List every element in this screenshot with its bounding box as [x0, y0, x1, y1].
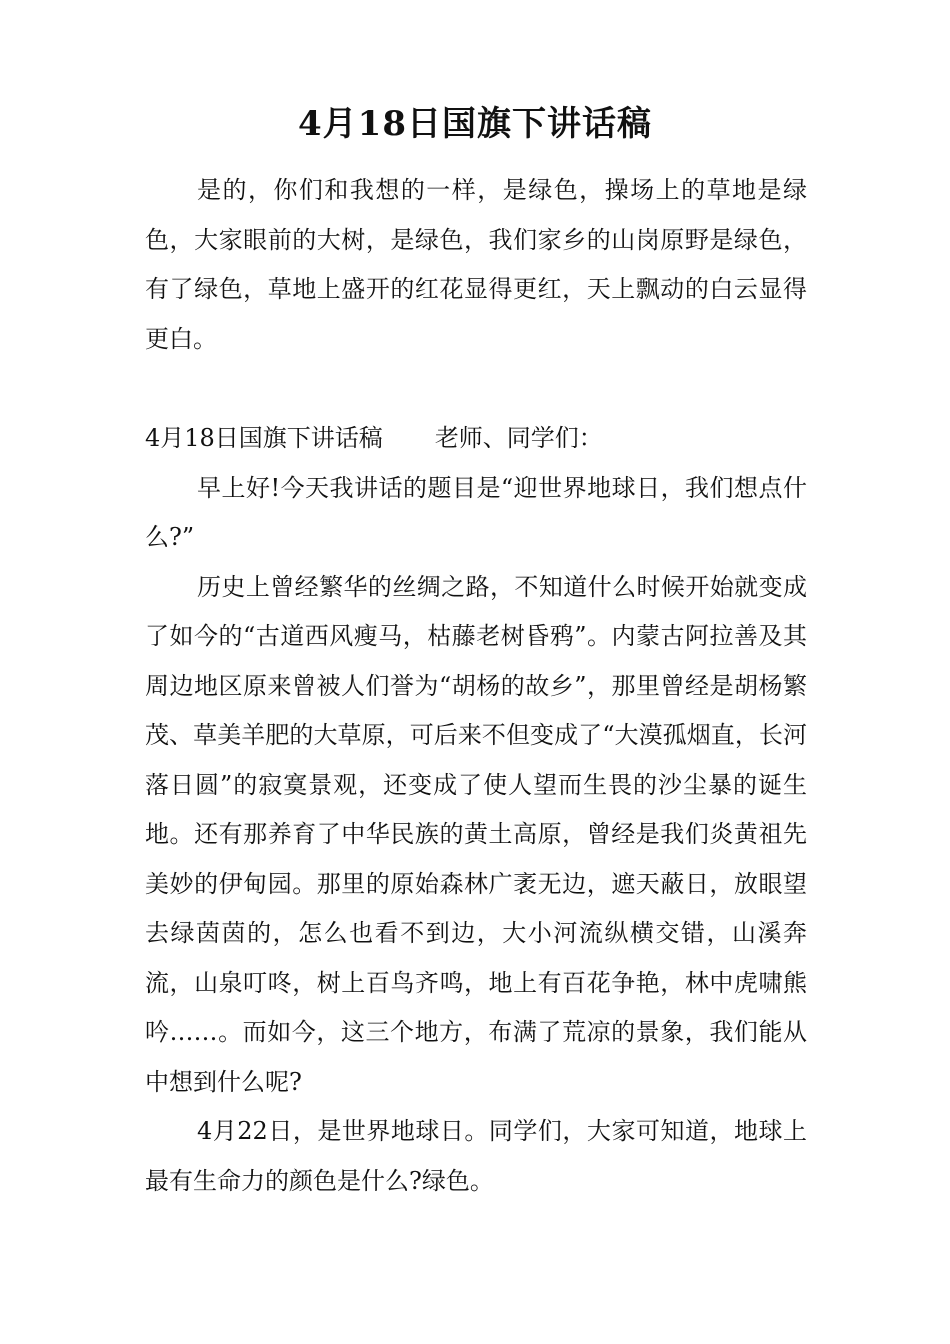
intro-paragraph: 是的，你们和我想的一样，是绿色，操场上的草地是绿色，大家眼前的大树，是绿色，我们家乡的山岗原野是绿色，有了绿色，草地上盛开的红花显得更红，天上飘动的白云显得更白。: [145, 176, 807, 353]
speech-salutation: 老师、同学们：: [434, 424, 603, 452]
body-paragraph-earth-day: 4月22日，是世界地球日。同学们，大家可知道，地球上最有生命力的颜色是什么?绿色。: [145, 1117, 807, 1195]
speech-heading-line: [145, 414, 807, 464]
body-paragraph-history: 历史上曾经繁华的丝绸之路，不知道什么时候开始就变成了如今的“古道西风瘦马，枯藤老树昏鸦”。内蒙古阿拉善及其周边地区原来曾被人们誉为“胡杨的故乡”，那里曾经是胡杨繁茂、草美羊肥的大草原，可后来不但变成了“大漠孤烟直，长河落日圆”的寂寞景观，还变成了使人望而生畏的沙尘暴的诞生地。还有那养育了中华民族的黄土高原，曾经是我们炎黄祖先美妙的伊甸园。那里的原始森林广袤无边，遮天蔽日，放眼望去绿茵茵的，怎么也看不到边，大小河流纵横交错，山溪奔流，山泉叮咚，树上百鸟齐鸣，地上有百花争艳，林中虎啸熊吟……。而如今，这三个地方，布满了荒凉的景象，我们能从中想到什么呢?: [145, 572, 807, 1096]
speech-section: [145, 414, 807, 1206]
document-title: 4月18日国旗下讲话稿: [298, 104, 652, 144]
intro-section: [145, 166, 807, 364]
speech-title-repeat: 4月18日国旗下讲话稿: [145, 424, 383, 452]
body-paragraph-greeting: 早上好!今天我讲话的题目是“迎世界地球日，我们想点什么?”: [145, 473, 807, 551]
